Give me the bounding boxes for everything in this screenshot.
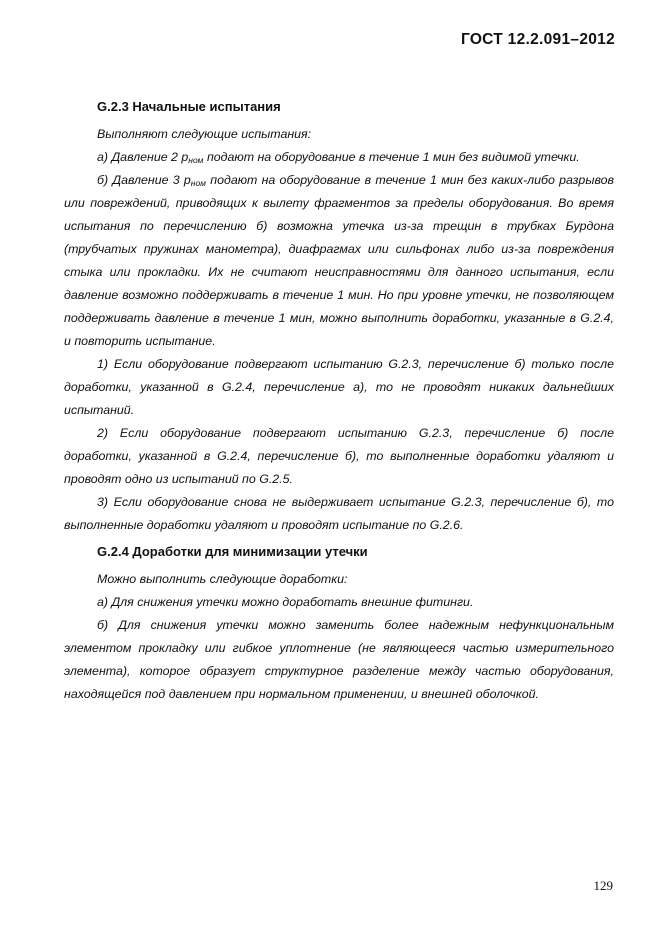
item-a-text-start: а) Давление 2 p — [97, 150, 189, 164]
paragraph-note-3: 3) Если оборудование снова не выдерживает испытание G.2.3, перечисление б), то выполненные доработки удаляют и проводят испытание по G.2.6. — [64, 495, 614, 532]
document-header: ГОСТ 12.2.091–2012 — [460, 31, 615, 48]
paragraph-item-b-g23 — [64, 169, 614, 353]
page-number: 129 — [593, 878, 613, 893]
subscript-nom: ном — [190, 178, 207, 188]
paragraph-intro-g23: Выполняют следующие испытания: — [97, 127, 312, 141]
paragraph-intro-g24: Можно выполнить следующие доработки: — [97, 572, 348, 586]
subscript-nom: ном — [188, 155, 204, 165]
section-heading-g23: G.2.3 Начальные испытания — [97, 99, 281, 114]
page-body — [64, 100, 614, 706]
item-a-text-end: подают на оборудование в течение 1 мин без видимой утечки. — [203, 150, 580, 164]
paragraph-item-b-g24: б) Для снижения утечки можно заменить более надежным нефункциональным элементом прокладку или гибкое уплотнение (не являющееся частью измерительного элемента), которое образует структурное разделение между частью оборудования, находящейся под давлением при нормальном применении, и внешней оболочкой. — [64, 618, 614, 701]
section-heading-g24: G.2.4 Доработки для минимизации утечки — [97, 544, 368, 559]
paragraph-note-1: 1) Если оборудование подвергают испытанию G.2.3, перечисление б) только после доработки, указанной в G.2.4, перечисление а), то не проводят никаких дальнейших испытаний. — [64, 357, 614, 417]
item-b-text-end: подают на оборудование в течение 1 мин без каких-либо разрывов или повреждений, приводящих к вылету фрагментов за пределы оборудования. Во время испытания по перечислению б) возможна утечка из-за трещин в трубках Бурдона (трубчатых пружинах манометра), диафрагмах или сильфонах либо из-за повреждения стыка или прокладки. Их не считают неисправностями для данного испытания, если давление возможно поддерживать в течение 1 мин. Но при уровне утечки, не позволяющем поддерживать давление в течение 1 мин, можно выполнить доработки, указанные в G.2.4, и повторить испытание. — [64, 173, 614, 348]
paragraph-note-2: 2) Если оборудование подвергают испытанию G.2.3, перечисление б) после доработки, указанной в G.2.4, перечисление б), то выполненные доработки удаляют и проводят одно из испытаний по G.2.5. — [64, 426, 614, 486]
paragraph-item-a-g23 — [64, 146, 614, 169]
paragraph-item-a-g24: а) Для снижения утечки можно доработать внешние фитинги. — [97, 595, 474, 609]
item-b-text-start: б) Давление 3 p — [97, 173, 191, 187]
